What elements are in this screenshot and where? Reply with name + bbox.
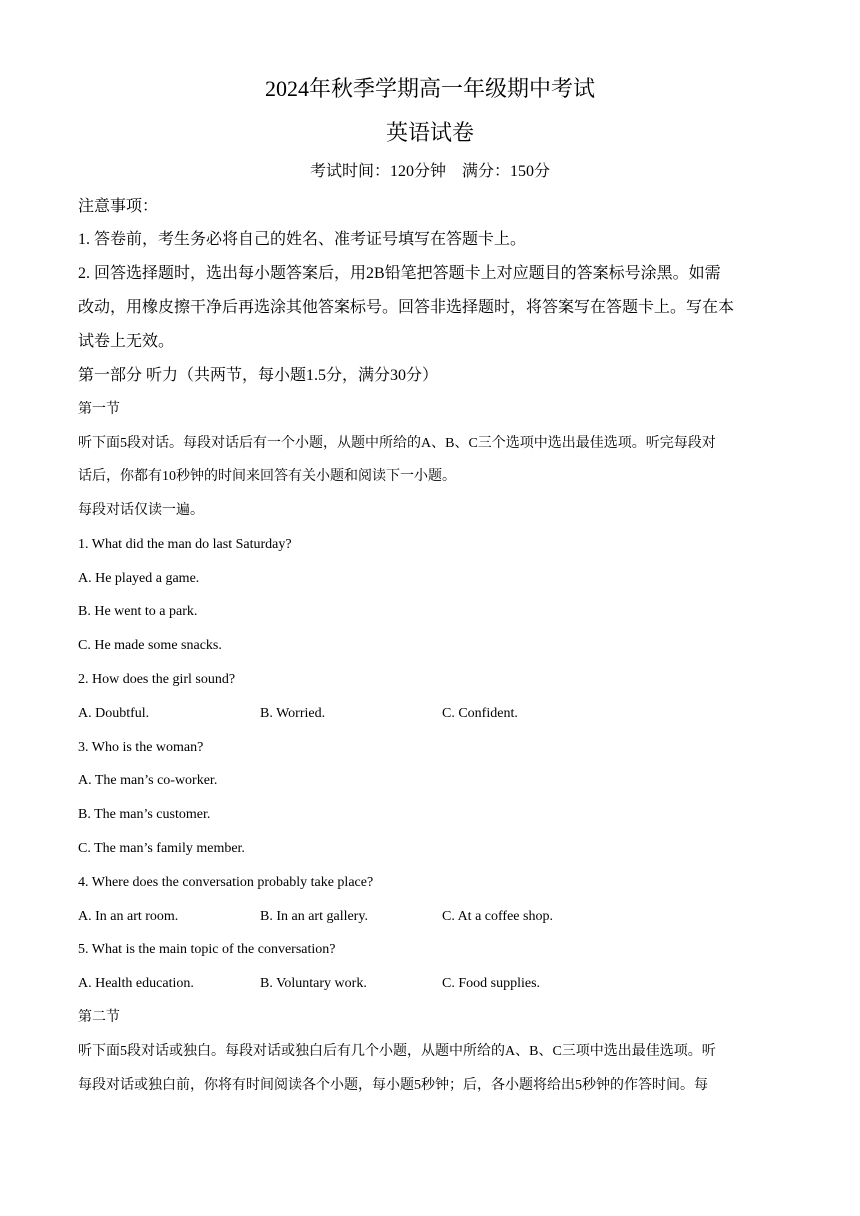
question-option-b: B. Voluntary work.	[260, 976, 367, 991]
section1-instruction-3: 每段对话仅读一遍。	[78, 503, 204, 518]
question-option-c: C. Confident.	[442, 706, 518, 721]
part1-heading: 第一部分 听力（共两节，每小题1.5分，满分30分）	[78, 367, 439, 384]
notice-item-2-line-3: 试卷上无效。	[78, 333, 175, 350]
question-option-c: C. At a coffee shop.	[442, 909, 553, 924]
notice-item-2-line-1: 2. 回答选择题时，选出每小题答案后，用2B铅笔把答题卡上对应题目的答案标号涂黑。如需	[78, 265, 721, 282]
section1-label: 第一节	[78, 402, 120, 417]
question-option-a: A. He played a game.	[78, 571, 200, 586]
question-stem: 4. Where does the conversation probably take place?	[78, 875, 374, 890]
section1-instruction-2: 话后，你都有10秒钟的时间来回答有关小题和阅读下一小题。	[78, 469, 456, 484]
question-stem: 3. Who is the woman?	[78, 740, 204, 755]
question-option-b: B. In an art gallery.	[260, 909, 368, 924]
question-option-b: B. He went to a park.	[78, 604, 198, 619]
exam-title: 2024年秋季学期高一年级期中考试	[264, 76, 595, 101]
question-option-b: B. Worried.	[260, 706, 326, 721]
question-option-a: A. In an art room.	[78, 909, 179, 924]
section2-instruction-2: 每段对话或独白前，你将有时间阅读各个小题，每小题5秒钟；后，各小题将给出5秒钟的作答时间。每	[78, 1078, 708, 1093]
notice-heading: 注意事项：	[78, 198, 159, 215]
question-option-a: A. Health education.	[78, 976, 194, 991]
question-option-c: C. Food supplies.	[442, 976, 541, 991]
section1-instruction-1: 听下面5段对话。每段对话后有一个小题，从题中所给的A、B、C三个选项中选出最佳选项。听完每段对	[78, 436, 716, 451]
question-stem: 5. What is the main topic of the conversation?	[78, 942, 336, 957]
notice-item-1: 1. 答卷前，考生务必将自己的姓名、准考证号填写在答题卡上。	[78, 231, 527, 248]
question-option-a: A. The man’s co-worker.	[78, 773, 218, 788]
question-option-b: B. The man’s customer.	[78, 807, 211, 822]
question-stem: 1. What did the man do last Saturday?	[78, 537, 292, 552]
question-option-a: A. Doubtful.	[78, 706, 150, 721]
exam-subtitle: 英语试卷	[385, 120, 474, 145]
section2-label: 第二节	[78, 1010, 120, 1025]
exam-meta: 考试时间：120分钟 满分：150分	[309, 163, 550, 180]
question-option-c: C. He made some snacks.	[78, 638, 222, 653]
section2-instruction-1: 听下面5段对话或独白。每段对话或独白后有几个小题，从题中所给的A、B、C三项中选出最佳选项。听	[78, 1044, 716, 1059]
notice-item-2-line-2: 改动，用橡皮擦干净后再选涂其他答案标号。回答非选择题时，将答案写在答题卡上。写在本	[78, 299, 735, 316]
question-stem: 2. How does the girl sound?	[78, 672, 236, 687]
question-option-c: C. The man’s family member.	[78, 841, 245, 856]
